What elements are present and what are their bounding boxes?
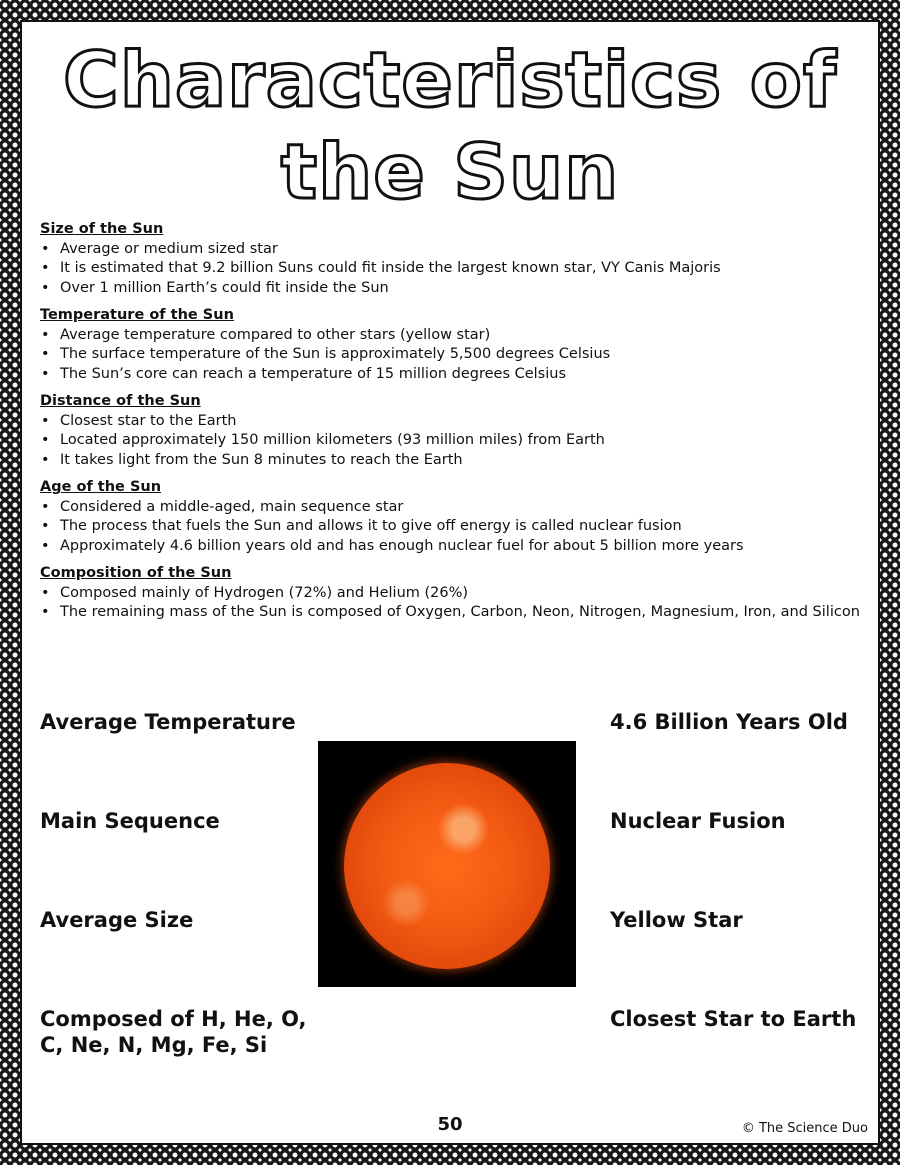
- page-number: 50: [437, 1114, 463, 1135]
- label-main-sequence: Main Sequence: [40, 809, 220, 833]
- section-title: Age of the Sun: [40, 479, 162, 495]
- label-average-size: Average Size: [40, 908, 194, 932]
- section-title: Composition of the Sun: [40, 565, 232, 581]
- section-size: [40, 220, 860, 298]
- section-distance: [40, 392, 860, 470]
- section-title: Size of the Sun: [40, 221, 164, 237]
- section-title: Temperature of the Sun: [40, 307, 234, 323]
- bullet-list: [40, 240, 860, 299]
- bullet-list: [40, 498, 860, 557]
- bullet-item: • The Sun’s core can reach a temperature of 15 million degrees Celsius: [40, 365, 860, 385]
- bullet-item: • Closest star to the Earth: [40, 412, 860, 432]
- bullet-item: • The surface temperature of the Sun is approximately 5,500 degrees Celsius: [40, 345, 860, 365]
- section-composition: [40, 564, 860, 623]
- bullet-item: • Average temperature compared to other stars (yellow star): [40, 326, 860, 346]
- section-temperature: [40, 306, 860, 384]
- bullet-item: • It is estimated that 9.2 billion Suns could fit inside the largest known star, VY Canis Majoris: [40, 259, 860, 279]
- section-title: Distance of the Sun: [40, 393, 201, 409]
- sun-image: [318, 741, 576, 987]
- bullet-item: • Over 1 million Earth’s could fit inside the Sun: [40, 279, 860, 299]
- bullet-item: • Considered a middle-aged, main sequence star: [40, 498, 860, 518]
- bullet-item: • The process that fuels the Sun and allows it to give off energy is called nuclear fusion: [40, 517, 860, 537]
- bullet-item: • The remaining mass of the Sun is composed of Oxygen, Carbon, Neon, Nitrogen, Magnesium, Iron, and Silicon: [40, 603, 860, 623]
- label-yellow-star: Yellow Star: [610, 908, 743, 932]
- label-composition: Composed of H, He, O, C, Ne, N, Mg, Fe, Si: [40, 1007, 307, 1057]
- bullet-item: • Located approximately 150 million kilometers (93 million miles) from Earth: [40, 431, 860, 451]
- facts-sections: [40, 220, 860, 631]
- label-average-temperature: Average Temperature: [40, 710, 296, 734]
- label-age: 4.6 Billion Years Old: [610, 710, 848, 734]
- page-title: Characteristics of the Sun: [62, 35, 838, 216]
- sun-disc: [344, 763, 550, 969]
- label-nuclear-fusion: Nuclear Fusion: [610, 809, 786, 833]
- bullet-item: • Approximately 4.6 billion years old and has enough nuclear fuel for about 5 billion more years: [40, 537, 860, 557]
- worksheet-page: [20, 20, 880, 1145]
- bullet-item: • Composed mainly of Hydrogen (72%) and Helium (26%): [40, 584, 860, 604]
- bullet-list: [40, 412, 860, 471]
- bullet-list: [40, 584, 860, 623]
- section-age: [40, 478, 860, 556]
- label-closest-star: Closest Star to Earth: [610, 1007, 857, 1031]
- bullet-list: [40, 326, 860, 385]
- bullet-item: • It takes light from the Sun 8 minutes to reach the Earth: [40, 451, 860, 471]
- bullet-item: • Average or medium sized star: [40, 240, 860, 260]
- copyright-credit: © The Science Duo: [741, 1121, 868, 1136]
